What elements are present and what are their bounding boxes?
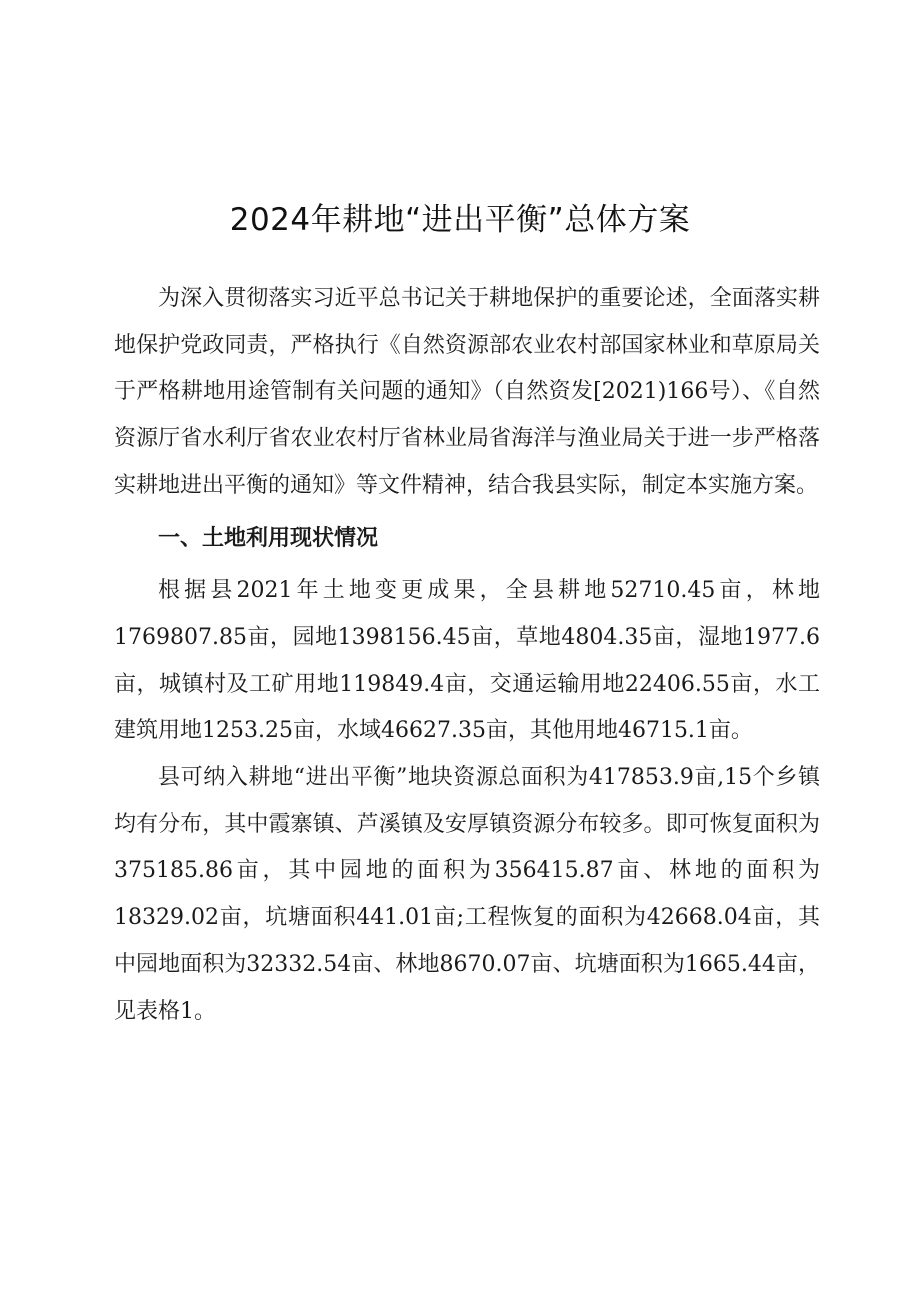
resource-paragraph: 县可纳入耕地“进出平衡”地块资源总面积为417853.9亩,15个乡镇均有分布，其中霞寨镇、芦溪镇及安厚镇资源分布较多。即可恢复面积为375185.86亩，其中园地的面积为356415.87亩、林地的面积为18329.02亩，坑塘面积441.01亩;工程恢复的面积为42668.04亩，其中园地面积为32332.54亩、林地8670.07亩、坑塘面积为1665.44亩，见表格1。 xyxy=(114,765,820,1024)
document-body xyxy=(114,276,820,1035)
section-heading-land-use: 一、土地利用现状情况 xyxy=(158,525,379,551)
land-use-paragraph: 根据县2021年土地变更成果，全县耕地52710.45亩，林地1769807.85亩，园地1398156.45亩，草地4804.35亩，湿地1977.6亩，城镇村及工矿用地119849.4亩，交通运输用地22406.55亩，水工建筑用地1253.25亩，水域46627.35亩，其他用地46715.1亩。 xyxy=(114,578,820,744)
intro-paragraph: 为深入贯彻落实习近平总书记关于耕地保护的重要论述，全面落实耕地保护党政同责，严格执行《自然资源部农业农村部国家林业和草原局关于严格耕地用途管制有关问题的通知》（自然资发[2021)166号）、《自然资源厅省水利厅省农业农村厅省林业局省海洋与渔业局关于进一步严格落实耕地进出平衡的通知》等文件精神，结合我县实际，制定本实施方案。 xyxy=(114,286,820,498)
document-title: 2024年耕地“进出平衡”总体方案 xyxy=(229,202,691,238)
